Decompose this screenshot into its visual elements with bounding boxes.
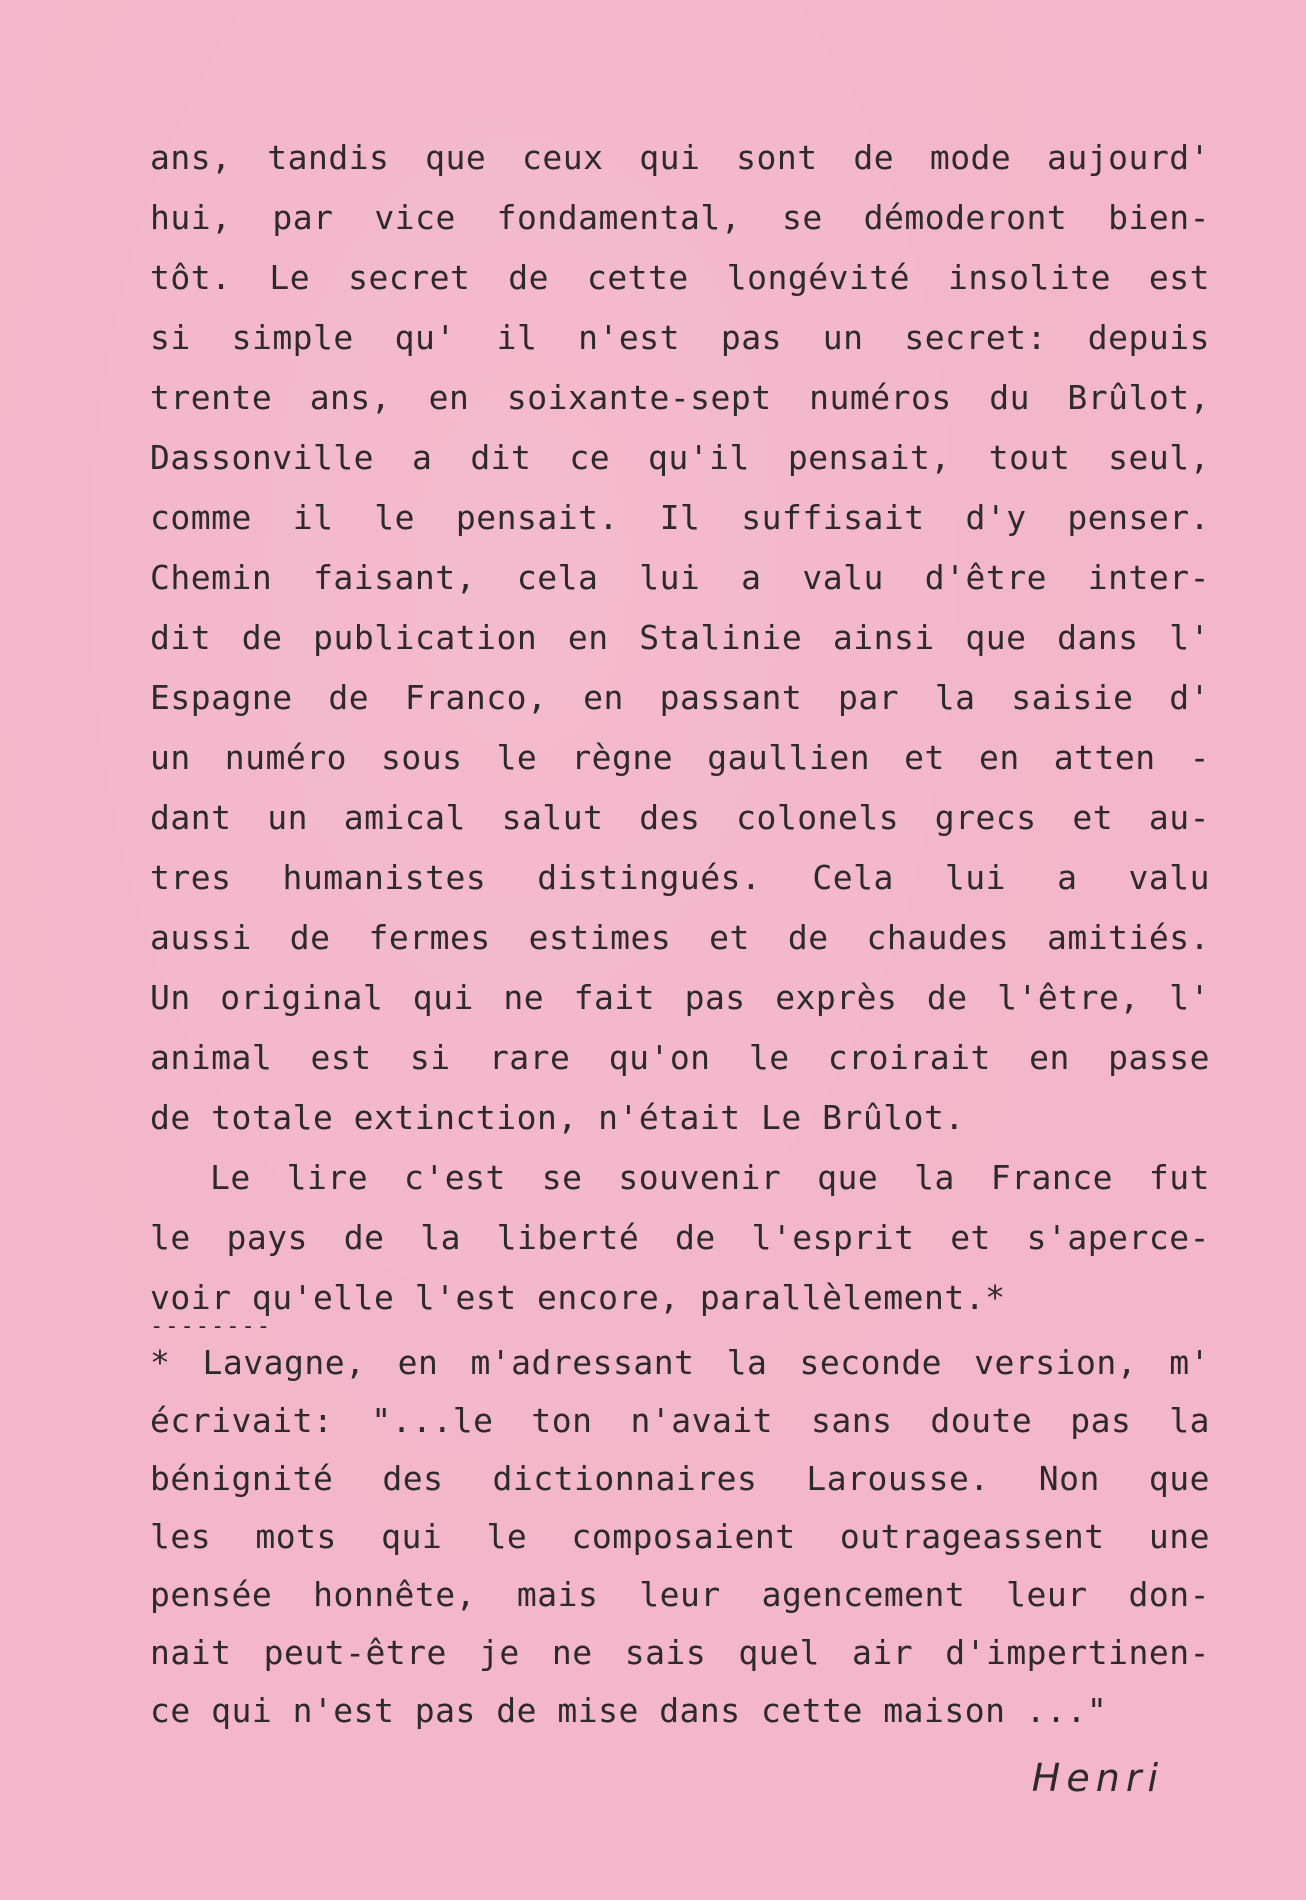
text-line: aussi de fermes estimes et de chaudes amitiés.	[150, 918, 1210, 957]
text-line: comme il le pensait. Il suffisait d'y penser.	[150, 498, 1210, 537]
paragraph-line: Le lire c'est se souvenir que la France fut	[210, 1158, 1210, 1197]
text-line: Espagne de Franco, en passant par la saisie d'	[150, 678, 1210, 717]
text-line: Dassonville a dit ce qu'il pensait, tout seul,	[150, 438, 1210, 477]
text-line: Chemin faisant, cela lui a valu d'être inter-	[150, 558, 1210, 597]
footnote-line: écrivait: "...le ton n'avait sans doute pas la	[150, 1401, 1210, 1440]
text-line: animal est si rare qu'on le croirait en passe	[150, 1038, 1210, 1077]
footnote-separator: --------	[150, 1314, 272, 1339]
text-line: si simple qu' il n'est pas un secret: depuis	[150, 318, 1210, 357]
footnote-line: pensée honnête, mais leur agencement leur don-	[150, 1575, 1210, 1614]
footnote	[150, 1334, 1210, 1740]
main-text	[150, 128, 1210, 1740]
signature: Henri	[1031, 1756, 1164, 1800]
paragraph-line: le pays de la liberté de l'esprit et s'aperce-	[150, 1218, 1210, 1257]
footnote-line: * Lavagne, en m'adressant la seconde version, m'	[150, 1343, 1210, 1382]
text-line: de totale extinction, n'était Le Brûlot.	[150, 1098, 965, 1137]
text-line: ans, tandis que ceux qui sont de mode aujourd'	[150, 138, 1210, 177]
text-line: dit de publication en Stalinie ainsi que dans l'	[150, 618, 1210, 657]
text-line: tôt. Le secret de cette longévité insolite est	[150, 258, 1210, 297]
text-line: dant un amical salut des colonels grecs et au-	[150, 798, 1210, 837]
footnote-line: ce qui n'est pas de mise dans cette maison ..."	[150, 1691, 1108, 1730]
footnote-line: bénignité des dictionnaires Larousse. Non que	[150, 1459, 1210, 1498]
text-line: trente ans, en soixante-sept numéros du Brûlot,	[150, 378, 1210, 417]
footnote-line: les mots qui le composaient outrageassent une	[150, 1517, 1210, 1556]
text-line: un numéro sous le règne gaullien et en atten -	[150, 738, 1210, 777]
paragraph-line: voir qu'elle l'est encore, parallèlement.*	[150, 1278, 1006, 1317]
text-line: Un original qui ne fait pas exprès de l'être, l'	[150, 978, 1210, 1017]
text-line: tres humanistes distingués. Cela lui a valu	[150, 858, 1210, 897]
text-line: hui, par vice fondamental, se démoderont bien-	[150, 198, 1210, 237]
footnote-line: nait peut-être je ne sais quel air d'impertinen-	[150, 1633, 1210, 1672]
